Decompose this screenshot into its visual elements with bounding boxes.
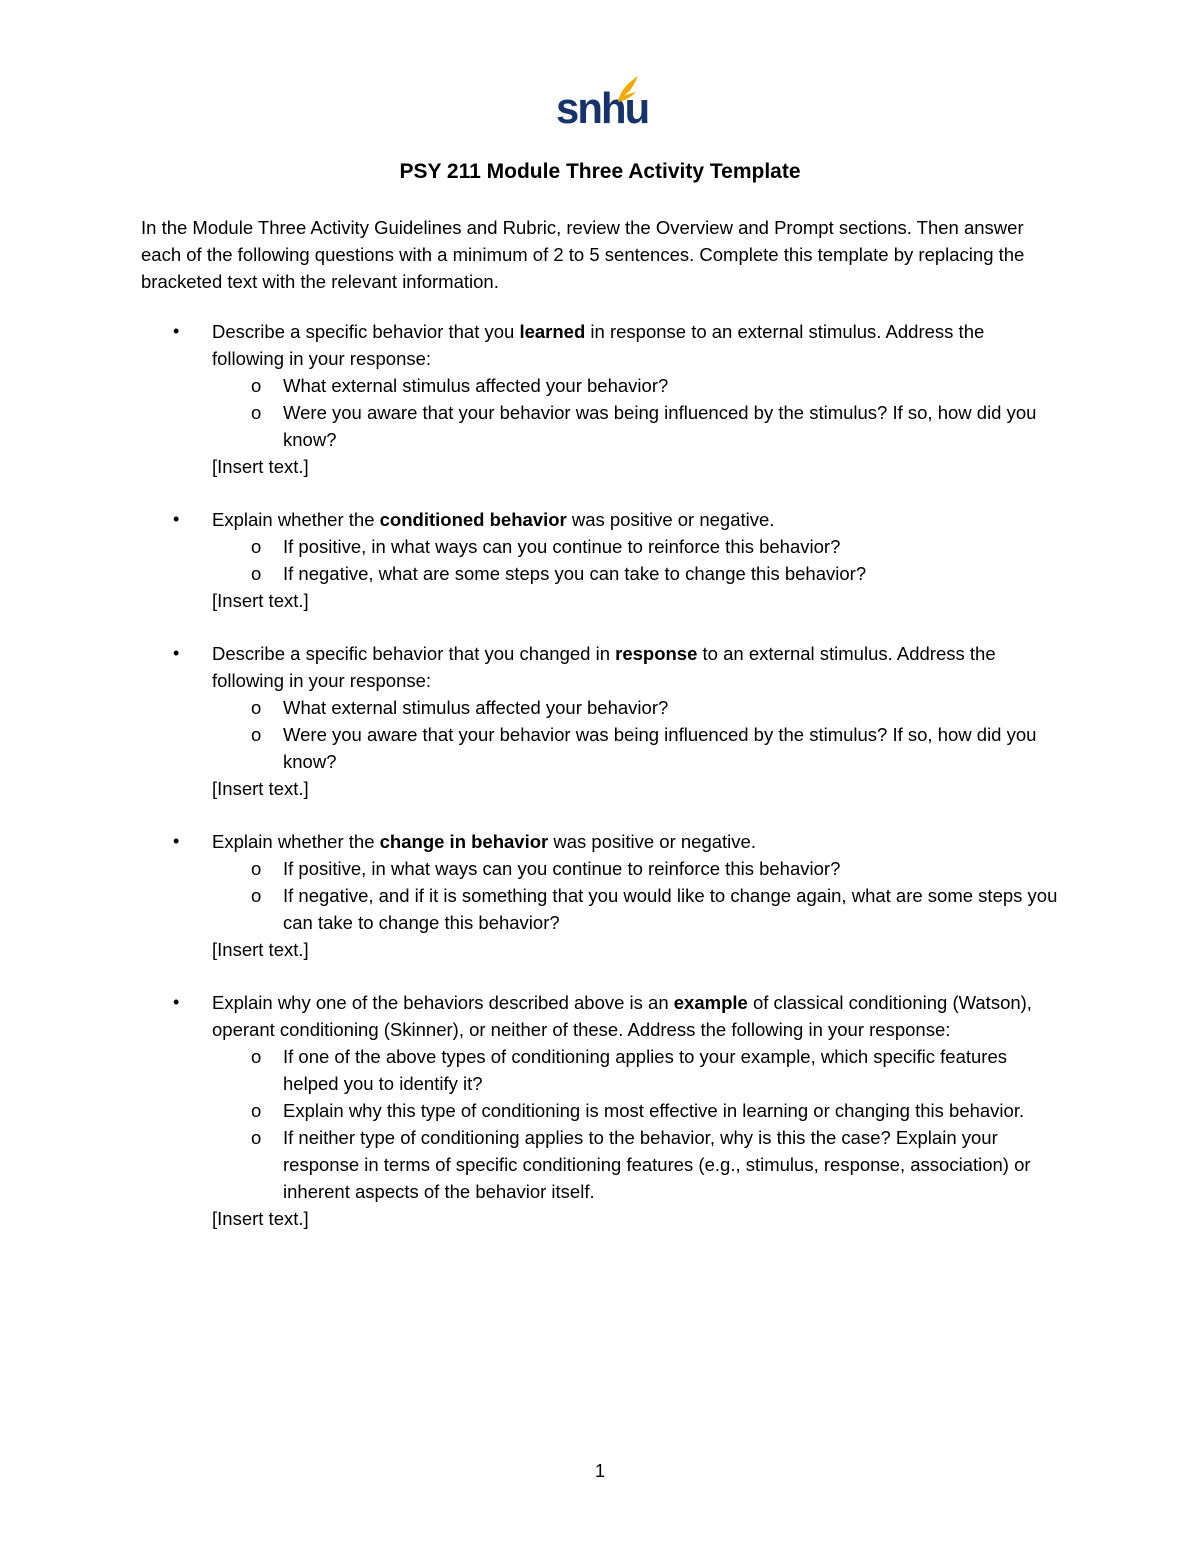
sub-question-text: If one of the above types of conditioning applies to your example, which specific features helped you to identify it?: [283, 1046, 1007, 1094]
sub-question-item: [212, 721, 1061, 775]
prompt-keyword: example: [673, 992, 748, 1013]
sub-bullet-marker: o: [251, 1046, 262, 1067]
question-prompt: [212, 828, 1061, 855]
sub-question-text: Were you aware that your behavior was being influenced by the stimulus? If so, how did you know?: [283, 724, 1037, 772]
prompt-text: was positive or negative.: [566, 509, 775, 530]
question-item: [141, 989, 1061, 1232]
prompt-text: of classical conditioning (Watson), operant conditioning (Skinner), or neither of these. Address the following in your response:: [212, 992, 1032, 1040]
sub-question-text: If negative, and if it is something that you would like to change again, what are some steps you can take to change this behavior?: [283, 885, 1058, 933]
prompt-text: was positive or negative.: [548, 831, 756, 852]
sub-question-text: If negative, what are some steps you can take to change this behavior?: [283, 563, 867, 584]
insert-text-placeholder[interactable]: [Insert text.]: [212, 778, 309, 799]
sub-question-list: [212, 855, 1061, 936]
sub-question-text: What external stimulus affected your behavior?: [283, 697, 669, 718]
question-prompt: [212, 506, 1061, 533]
prompt-text: Describe a specific behavior that you: [212, 321, 520, 342]
sub-bullet-marker: o: [251, 724, 262, 745]
sub-question-item: [212, 372, 1061, 399]
sub-bullet-marker: o: [251, 697, 262, 718]
sub-question-text: If neither type of conditioning applies to the behavior, why is this the case? Explain your response in terms of specific conditioning features (e.g., stimulus, response, association) or inherent aspects of the behavior itself.: [283, 1127, 1031, 1202]
prompt-text: Explain whether the: [212, 509, 380, 530]
sub-question-text: If positive, in what ways can you continue to reinforce this behavior?: [283, 858, 841, 879]
question-prompt: [212, 318, 1061, 372]
sub-bullet-marker: o: [251, 885, 262, 906]
document-title: PSY 211 Module Three Activity Template: [399, 160, 801, 183]
sub-question-item: [212, 1043, 1061, 1097]
logo-wordmark: snhu: [556, 84, 649, 133]
sub-question-list: [212, 372, 1061, 453]
sub-question-item: [212, 882, 1061, 936]
question-prompt: [212, 640, 1061, 694]
sub-question-item: [212, 855, 1061, 882]
sub-question-text: What external stimulus affected your behavior?: [283, 375, 669, 396]
prompt-keyword: response: [615, 643, 698, 664]
intro-paragraph: In the Module Three Activity Guidelines and Rubric, review the Overview and Prompt sections. Then answer each of the following questions with a minimum of 2 to 5 sentences. Complete this template by replacing the bracketed text with the relevant information.: [141, 217, 1025, 292]
bullet-marker: •: [173, 643, 180, 663]
sub-question-item: [212, 533, 1061, 560]
prompt-text: Describe a specific behavior that you changed in: [212, 643, 616, 664]
question-list: [141, 318, 1061, 1258]
flame-icon: [614, 74, 640, 104]
bullet-marker: •: [173, 321, 180, 341]
insert-text-placeholder[interactable]: [Insert text.]: [212, 456, 309, 477]
sub-question-text: Were you aware that your behavior was being influenced by the stimulus? If so, how did you know?: [283, 402, 1037, 450]
sub-bullet-marker: o: [251, 402, 262, 423]
prompt-text: Explain whether the: [212, 831, 380, 852]
question-item: [141, 828, 1061, 963]
page-number: 1: [594, 1461, 605, 1481]
prompt-text: to an external stimulus. Address the following in your response:: [212, 643, 996, 691]
sub-bullet-marker: o: [251, 536, 262, 557]
sub-question-list: [212, 1043, 1061, 1205]
prompt-keyword: change in behavior: [379, 831, 549, 852]
sub-question-list: [212, 533, 1061, 587]
sub-bullet-marker: o: [251, 563, 262, 584]
question-item: [141, 318, 1061, 480]
question-item: [141, 506, 1061, 614]
prompt-keyword: learned: [519, 321, 586, 342]
sub-question-item: [212, 560, 1061, 587]
bullet-marker: •: [173, 831, 180, 851]
insert-text-placeholder[interactable]: [Insert text.]: [212, 939, 309, 960]
insert-text-placeholder[interactable]: [Insert text.]: [212, 590, 309, 611]
sub-question-item: [212, 399, 1061, 453]
sub-question-item: [212, 694, 1061, 721]
sub-question-text: If positive, in what ways can you continue to reinforce this behavior?: [283, 536, 841, 557]
snhu-logo: [556, 74, 649, 134]
bullet-marker: •: [173, 992, 180, 1012]
sub-bullet-marker: o: [251, 858, 262, 879]
sub-question-list: [212, 694, 1061, 775]
sub-question-item: [212, 1097, 1061, 1124]
prompt-text: in response to an external stimulus. Address the following in your response:: [212, 321, 985, 369]
sub-bullet-marker: o: [251, 1100, 262, 1121]
prompt-text: Explain why one of the behaviors described above is an: [212, 992, 674, 1013]
bullet-marker: •: [173, 509, 180, 529]
sub-question-item: [212, 1124, 1061, 1205]
prompt-keyword: conditioned behavior: [379, 509, 567, 530]
sub-bullet-marker: o: [251, 375, 262, 396]
sub-question-text: Explain why this type of conditioning is most effective in learning or changing this behavior.: [283, 1100, 1025, 1121]
question-prompt: [212, 989, 1061, 1043]
question-item: [141, 640, 1061, 802]
sub-bullet-marker: o: [251, 1127, 262, 1148]
insert-text-placeholder[interactable]: [Insert text.]: [212, 1208, 309, 1229]
